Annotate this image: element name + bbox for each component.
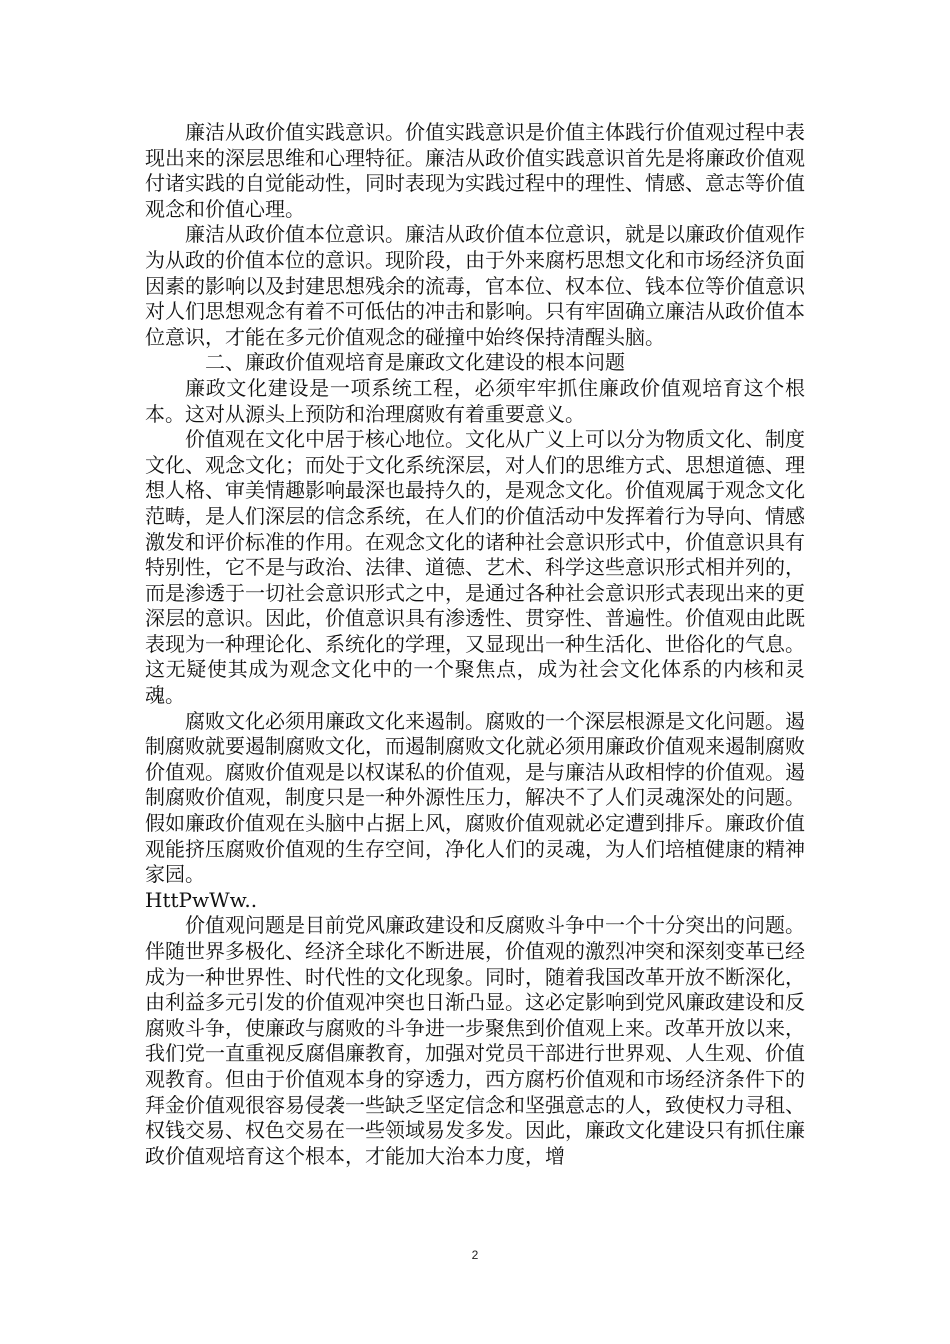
paragraph-prominent-issue: 价值观问题是目前党风廉政建设和反腐败斗争中一个十分突出的问题。伴随世界多极化、经济全球化不断进展，价值观的激烈冲突和深刻变革已经成为一种世界性、时代性的文化现象。同时，随着我国改革开放不断深化，由利益多元引发的价值观冲突也日渐凸显。这必定影响到党风廉政建设和反腐败斗争，使廉政与腐败的斗争进一步聚焦到价值观上来。改革开放以来，我们党一直重视反腐倡廉教育，加强对党员干部进行世界观、人生观、价值观教育。但由于价值观本身的穿透力，西方腐朽价值观和市场经济条件下的拜金价值观很容易侵袭一些缺乏坚定信念和坚强意志的人，致使权力寻租、权钱交易、权色交易在一些领域易发多发。因此，廉政文化建设只有抓住廉政价值观培育这个根本，才能加大治本力度，增 bbox=[145, 913, 805, 1168]
section-heading: 二、廉政价值观培育是廉政文化建设的根本问题 bbox=[205, 350, 625, 375]
page-number: 2 bbox=[471, 1248, 479, 1262]
paragraph-practice-awareness: 廉洁从政价值实践意识。价值实践意识是价值主体践行价值观过程中表现出来的深层思维和心理特征。廉洁从政价值实践意识首先是将廉政价值观付诸实践的自觉能动性，同时表现为实践过程中的理性、情感、意志等价值观念和价值心理。 bbox=[145, 120, 805, 221]
paragraph-standard-awareness: 廉洁从政价值本位意识。廉洁从政价值本位意识，就是以廉政价值观作为从政的价值本位的意识。现阶段，由于外来腐朽思想文化和市场经济负面因素的影响以及封建思想残余的流毒，官本位、权本位、钱本位等价值意识对人们思想观念有着不可低估的冲击和影响。只有牢固确立廉洁从政价值本位意识，才能在多元价值观念的碰撞中始终保持清醒头脑。 bbox=[145, 222, 805, 349]
paragraph-system-project: 廉政文化建设是一项系统工程，必须牢牢抓住廉政价值观培育这个根本。这对从源头上预防和治理腐败有着重要意义。 bbox=[145, 375, 805, 426]
url-fragment: HttPwWw.. bbox=[145, 887, 258, 912]
paragraph-core-position: 价值观在文化中居于核心地位。文化从广义上可以分为物质文化、制度文化、观念文化；而处于文化系统深层，对人们的思维方式、思想道德、理想人格、审美情趣影响最深也最持久的，是观念文化。价值观属于观念文化范畴，是人们深层的信念系统，在人们的价值活动中发挥着行为导向、情感激发和评价标准的作用。在观念文化的诸种社会意识形式中，价值意识具有特别性，它不是与政治、法律、道德、艺术、科学这些意识形式相并列的，而是渗透于一切社会意识形式之中，是通过各种社会意识形式表现出来的更深层的意识。因此，价值意识具有渗透性、贯穿性、普遍性。价值观由此既表现为一种理论化、系统化的学理，又显现出一种生活化、世俗化的气息。这无疑使其成为观念文化中的一个聚焦点，成为社会文化体系的内核和灵魂。 bbox=[145, 427, 805, 708]
document-body bbox=[145, 120, 805, 1169]
paragraph-corruption-culture: 腐败文化必须用廉政文化来遏制。腐败的一个深层根源是文化问题。遏制腐败就要遏制腐败文化，而遏制腐败文化就必须用廉政价值观来遏制腐败价值观。腐败价值观是以权谋私的价值观，是与廉洁从政相悖的价值观。遏制腐败价值观，制度只是一种外源性压力，解决不了人们灵魂深处的问题。假如廉政价值观在头脑中占据上风，腐败价值观就必定遭到排斥。廉政价值观能挤压腐败价值观的生存空间，净化人们的灵魂，为人们培植健康的精神家园。 bbox=[145, 708, 805, 887]
